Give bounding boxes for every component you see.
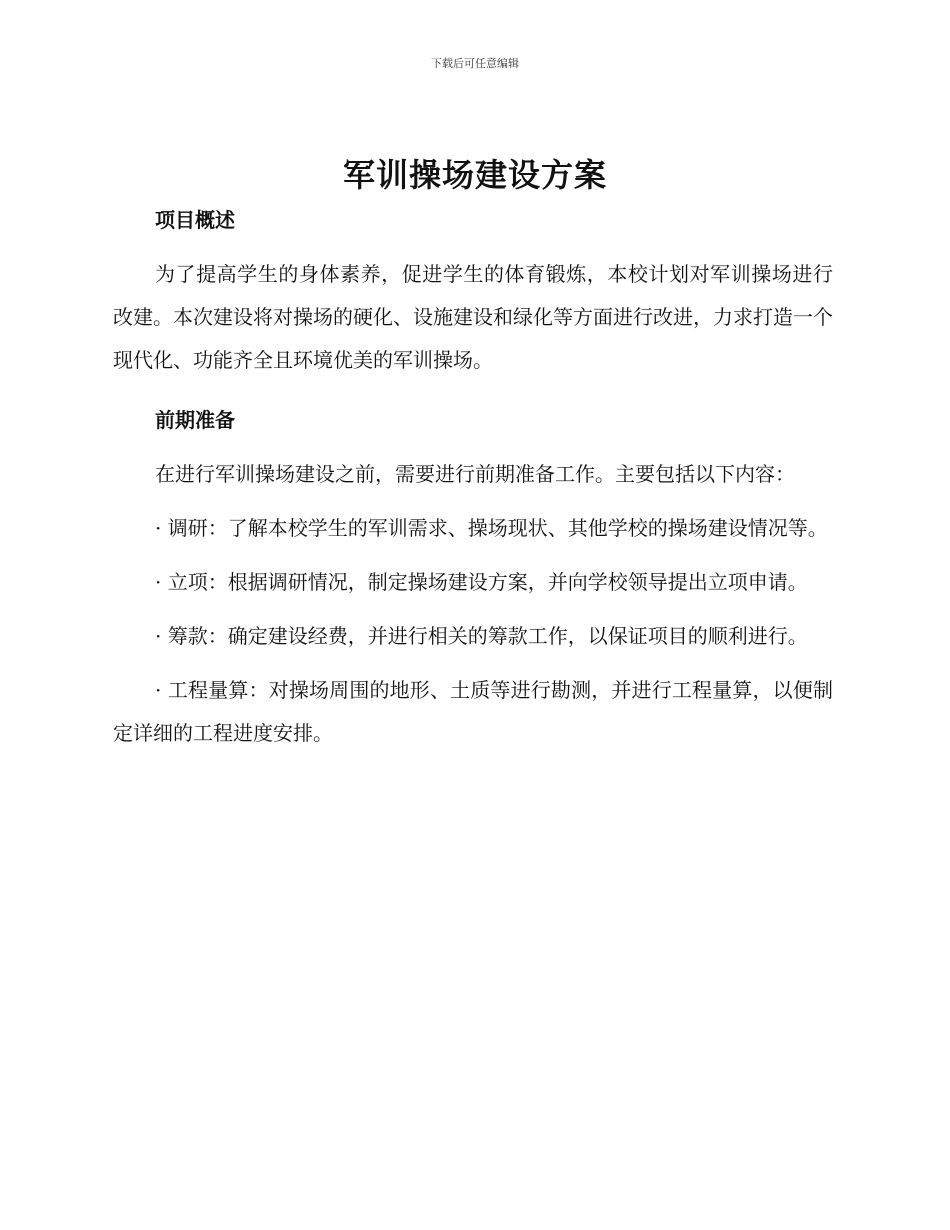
document-title: 军训操场建设方案 — [342, 156, 607, 194]
bullet-item-engineering: · 工程量算：对操场周围的地形、土质等进行勘测，并进行工程量算，以便制定详细的工程进度安排。 — [113, 678, 833, 745]
bullet-item-research: · 调研：了解本校学生的军训需求、操场现状、其他学校的操场建设情况等。 — [155, 516, 828, 540]
header-note: 下载后可任意编辑 — [431, 57, 519, 70]
bullet-item-funding: · 筹款：确定建设经费，并进行相关的筹款工作，以保证项目的顺利进行。 — [155, 624, 808, 648]
overview-paragraph: 为了提高学生的身体素养，促进学生的体育锻炼，本校计划对军训操场进行改建。本次建设将对操场的硬化、设施建设和绿化等方面进行改进，力求打造一个现代化、功能齐全且环境优美的军训操场。 — [113, 262, 833, 372]
section-heading-preparation: 前期准备 — [155, 408, 235, 432]
document-body — [113, 202, 833, 755]
bullet-item-approval: · 立项：根据调研情况，制定操场建设方案，并向学校领导提出立项申请。 — [155, 570, 808, 594]
section-heading-overview: 项目概述 — [155, 208, 235, 232]
preparation-paragraph: 在进行军训操场建设之前，需要进行前期准备工作。主要包括以下内容： — [155, 462, 795, 486]
